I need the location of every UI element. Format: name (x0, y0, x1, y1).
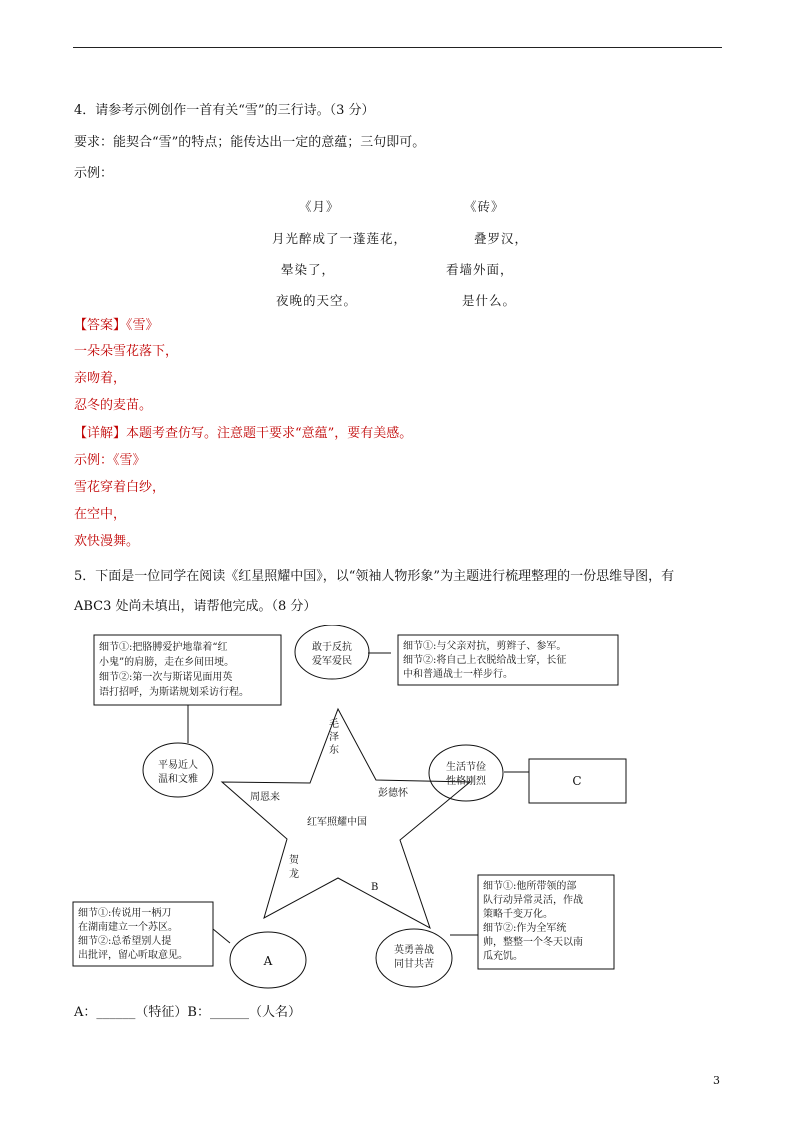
star-label-mao: 东 (329, 745, 339, 756)
connector (213, 929, 230, 943)
answer-line: 一朵朵雪花落下， (74, 344, 179, 359)
oval-peng-trait (429, 745, 503, 801)
trait-text: 生活节俭 (446, 762, 486, 773)
q5-title: 5．下面是一位同学在阅读《红星照耀中国》，以“领袖人物形象”为主题进行梳理整理的一份思维导图，有 (74, 569, 675, 584)
detail-text: 细节②:总希望别人提 (78, 936, 172, 947)
star-label-zhou: 周恩来 (250, 792, 280, 803)
explain-line: 示例：《雪》 (74, 453, 146, 468)
detail-text: 细节①:与父亲对抗，剪辫子、参军。 (403, 641, 567, 652)
explain-heading: 【详解】本题考查仿写。注意题干要求“意蕴”，要有美感。 (74, 426, 413, 441)
explain-line: 在空中， (74, 507, 127, 522)
poem2-line: 叠罗汉， (474, 231, 529, 246)
detail-text: 细节②:作为全军统 (483, 923, 567, 934)
detail-text: 小鬼”的肩膀，走在乡间田埂。 (99, 657, 235, 668)
star-label-peng: 彭德怀 (378, 788, 408, 799)
star-label-he: 龙 (289, 869, 299, 880)
blank-b-label: B (371, 882, 379, 893)
detail-text: 细节①:传说用一柄刀 (78, 908, 172, 919)
detail-text: 出批评，留心听取意见。 (78, 950, 188, 961)
poem1-line: 夜晚的天空。 (276, 293, 358, 308)
star-center-label: 红军照耀中国 (307, 817, 367, 828)
oval-bottom-right (376, 929, 452, 987)
poem2-line: 是什么。 (462, 293, 517, 308)
detail-text: 细节②:将自己上衣脱给战士穿，长征 (403, 655, 567, 666)
answer-line: 忍冬的麦苗。 (74, 398, 153, 413)
detail-text: 队行动异常灵活，作战 (483, 895, 583, 906)
q4-example-label: 示例： (74, 166, 114, 181)
answer-heading: 【答案】《雪》 (74, 318, 159, 333)
q4-requirement: 要求：能契合“雪”的特点；能传达出一定的意蕴；三句即可。 (74, 135, 426, 150)
detail-text: 语打招呼，为斯诺规划采访行程。 (99, 687, 249, 698)
blank-a-label: A (263, 954, 273, 968)
poem2-title: 《砖》 (464, 199, 505, 214)
detail-text: 细节②:第一次与斯诺见面用英 (99, 672, 233, 683)
detail-text: 瓜充饥。 (483, 951, 523, 962)
detail-text: 细节①:他所带领的部 (483, 881, 577, 892)
explain-line: 欢快漫舞。 (74, 534, 140, 549)
trait-text: 敢于反抗 (312, 642, 352, 653)
explain-line: 雪花穿着白纱， (74, 480, 166, 495)
fill-in-answer: A：______（特征）B：______（人名） (74, 1005, 301, 1020)
page-number: 3 (713, 1074, 720, 1087)
detail-text: 帅，整整一个冬天以南 (483, 937, 583, 948)
star-label-mao: 毛 (329, 719, 339, 730)
star-label-mao: 泽 (329, 732, 339, 743)
poem1-line: 晕染了， (281, 262, 336, 277)
detail-text: 在湖南建立一个苏区。 (78, 922, 178, 933)
detail-text: 策略千变万化。 (483, 909, 553, 920)
q5-title-cont: ABC3 处尚未填出，请帮他完成。（8 分） (74, 599, 317, 614)
poem2-line: 看墙外面， (446, 262, 514, 277)
trait-text: 英勇善战 (394, 945, 434, 956)
poem1-title: 《月》 (299, 199, 340, 214)
trait-text: 温和文雅 (158, 774, 198, 785)
header-rule (73, 47, 722, 48)
trait-text: 平易近人 (158, 760, 198, 771)
trait-text: 同甘共苦 (394, 959, 434, 970)
star-label-he: 贺 (289, 855, 299, 866)
detail-text: 中和普通战士一样步行。 (403, 669, 513, 680)
trait-text: 性格刚烈 (446, 776, 486, 787)
q4-title: 4．请参考示例创作一首有关“雪”的三行诗。（3 分） (74, 103, 375, 118)
trait-text: 爱军爱民 (312, 656, 352, 667)
blank-c-label: C (572, 774, 582, 788)
mind-map (0, 625, 794, 1025)
detail-text: 细节①:把胳膊爱护地靠着“红 (99, 642, 228, 653)
poem1-line: 月光醉成了一蓬莲花， (272, 231, 408, 246)
answer-line: 亲吻着， (74, 371, 127, 386)
